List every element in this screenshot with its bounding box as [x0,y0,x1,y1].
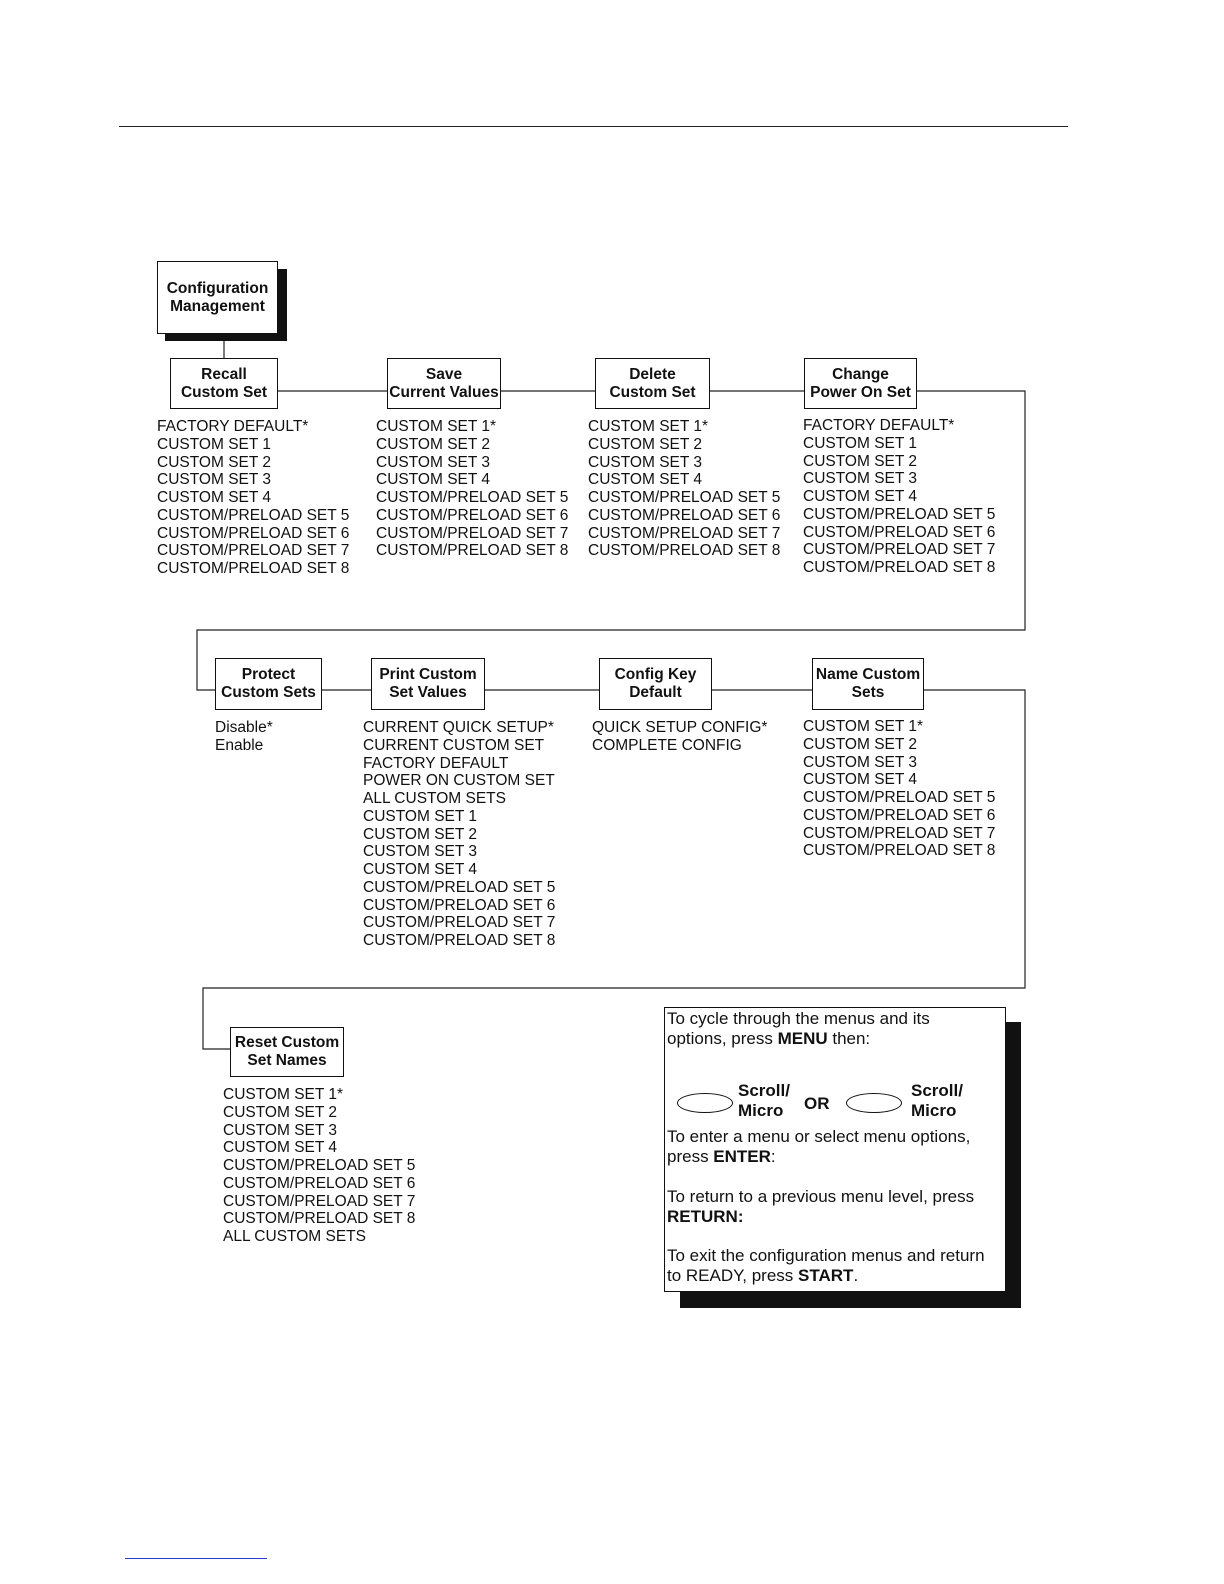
options-recall-custom-set [157,418,349,578]
option-item: CUSTOM SET 1* [588,418,709,435]
options-protect-custom-sets [215,719,273,755]
enter-key-label: ENTER [713,1147,771,1166]
option-item: CUSTOM SET 2 [157,453,271,471]
menu-reset-custom-set-names: Reset Custom Set Names [230,1027,344,1077]
options-name-custom-sets [803,718,995,860]
option-item: CUSTOM/PRELOAD SET 7 [803,541,996,559]
option-item: CUSTOM/PRELOAD SET 8 [588,542,781,560]
options-save-current-values [376,418,568,560]
options-delete-custom-set [588,418,780,560]
options-change-power-on-set [803,417,995,577]
option-item: ALL CUSTOM SETS [363,790,506,807]
option-item: CUSTOM/PRELOAD SET 5 [376,489,569,506]
option-item: CUSTOM/PRELOAD SET 7 [157,542,350,560]
option-item: CURRENT CUSTOM SET [363,736,545,754]
option-item: CUSTOM SET 2 [803,452,917,470]
legend-cycle-line1: To cycle through the menus and its [667,1009,930,1028]
menu-change-power-on-set: Change Power On Set [804,358,917,409]
menu-delete-custom-set: Delete Custom Set [595,358,710,409]
option-item: CUSTOM SET 1 [157,435,271,453]
option-item: ALL CUSTOM SETS [223,1228,366,1245]
option-item: CUSTOM SET 4 [363,861,477,878]
option-item: FACTORY DEFAULT [363,754,509,772]
option-item: CUSTOM/PRELOAD SET 6 [803,806,996,824]
option-item: CUSTOM SET 2 [803,735,917,753]
legend-enter-line1: To enter a menu or select menu options, [667,1127,971,1146]
option-item: CUSTOM/PRELOAD SET 5 [223,1157,416,1174]
option-item: CUSTOM SET 3 [363,843,477,861]
option-item: QUICK SETUP CONFIG* [592,719,768,736]
options-reset-custom-set-names [223,1086,415,1246]
option-item: CUSTOM/PRELOAD SET 7 [376,524,569,542]
footer-link-line [125,1558,267,1559]
option-item: CUSTOM/PRELOAD SET 5 [803,505,996,523]
options-config-key-default [592,719,767,755]
option-item: FACTORY DEFAULT* [803,417,955,434]
option-item: CUSTOM SET 1 [803,434,917,452]
legend-cycle-line2: options, press MENU then: [667,1029,871,1048]
return-key-label: RETURN: [667,1207,744,1226]
menu-config-key-default: Config Key Default [599,658,712,710]
option-item: CUSTOM SET 2 [376,435,490,453]
option-item: CUSTOM SET 3 [157,471,271,489]
option-item: CUSTOM SET 3 [376,453,490,471]
option-item: CUSTOM/PRELOAD SET 5 [803,789,996,806]
menu-recall-custom-set: Recall Custom Set [170,358,278,409]
option-item: CUSTOM/PRELOAD SET 7 [588,524,781,542]
menu-print-custom-set-values: Print Custom Set Values [371,658,485,710]
option-item: CUSTOM/PRELOAD SET 7 [363,914,556,932]
option-item: Enable [215,736,264,754]
option-item: CUSTOM SET 2 [588,435,702,453]
legend-enter-line2: press ENTER: [667,1147,776,1166]
option-item: FACTORY DEFAULT* [157,418,309,435]
option-item: CUSTOM/PRELOAD SET 8 [803,559,996,576]
option-item: CUSTOM/PRELOAD SET 6 [157,524,350,542]
menu-name-custom-sets: Name Custom Sets [812,658,924,710]
legend-exit-line2: to READY, press START. [667,1266,859,1285]
legend-return-line1: To return to a previous menu level, press [667,1187,975,1206]
option-item: CUSTOM SET 1* [223,1086,344,1103]
scroll-up-key-icon [677,1093,733,1113]
option-item: CUSTOM/PRELOAD SET 7 [803,824,996,842]
option-item: Disable* [215,719,273,736]
navigation-legend [664,1007,1006,1292]
menu-protect-custom-sets: Protect Custom Sets [215,658,322,710]
option-item: CUSTOM/PRELOAD SET 5 [157,506,350,524]
scroll-down-key-icon [846,1093,902,1113]
option-item: CUSTOM/PRELOAD SET 8 [157,560,350,577]
option-item: CUSTOM/PRELOAD SET 5 [363,878,556,896]
option-item: CUSTOM SET 1* [803,718,924,735]
or-label: OR [804,1094,830,1113]
option-item: CUSTOM/PRELOAD SET 7 [223,1192,416,1210]
option-item: CUSTOM SET 4 [223,1139,337,1157]
options-print-custom-set-values [363,719,555,950]
menu-key-label: MENU [777,1029,828,1048]
legend-exit-line1: To exit the configuration menus and return [667,1246,985,1265]
option-item: CURRENT QUICK SETUP* [363,719,554,736]
option-item: CUSTOM SET 4 [588,471,702,489]
option-item: CUSTOM/PRELOAD SET 6 [803,523,996,541]
option-item: CUSTOM SET 3 [223,1121,337,1139]
menu-save-current-values: Save Current Values [387,358,501,409]
option-item: CUSTOM/PRELOAD SET 5 [588,489,781,506]
option-item: POWER ON CUSTOM SET [363,772,555,790]
option-item: CUSTOM SET 3 [803,470,917,488]
option-item: CUSTOM SET 4 [157,489,271,506]
option-item: CUSTOM/PRELOAD SET 8 [376,542,569,560]
option-item: CUSTOM/PRELOAD SET 8 [803,842,996,860]
option-item: CUSTOM SET 1 [363,807,477,825]
option-item: CUSTOM/PRELOAD SET 8 [363,932,556,949]
option-item: CUSTOM SET 2 [363,825,477,843]
option-item: CUSTOM SET 4 [803,488,917,505]
root-node: Configuration Management [157,261,278,334]
scroll-down-label: Scroll/ Micro [911,1081,963,1120]
option-item: CUSTOM SET 1* [376,418,497,435]
option-item: COMPLETE CONFIG [592,736,742,754]
option-item: CUSTOM/PRELOAD SET 6 [588,506,781,524]
option-item: CUSTOM/PRELOAD SET 6 [376,506,569,524]
option-item: CUSTOM SET 2 [223,1103,337,1121]
option-item: CUSTOM SET 3 [588,453,702,471]
legend-return-line2 [667,1207,744,1227]
option-item: CUSTOM SET 3 [803,753,917,771]
option-item: CUSTOM/PRELOAD SET 6 [363,896,556,914]
start-key-label: START [798,1266,854,1285]
option-item: CUSTOM SET 4 [376,471,490,489]
option-item: CUSTOM/PRELOAD SET 6 [223,1174,416,1192]
scroll-up-label: Scroll/ Micro [738,1081,790,1120]
option-item: CUSTOM SET 4 [803,771,917,789]
option-item: CUSTOM/PRELOAD SET 8 [223,1210,416,1228]
